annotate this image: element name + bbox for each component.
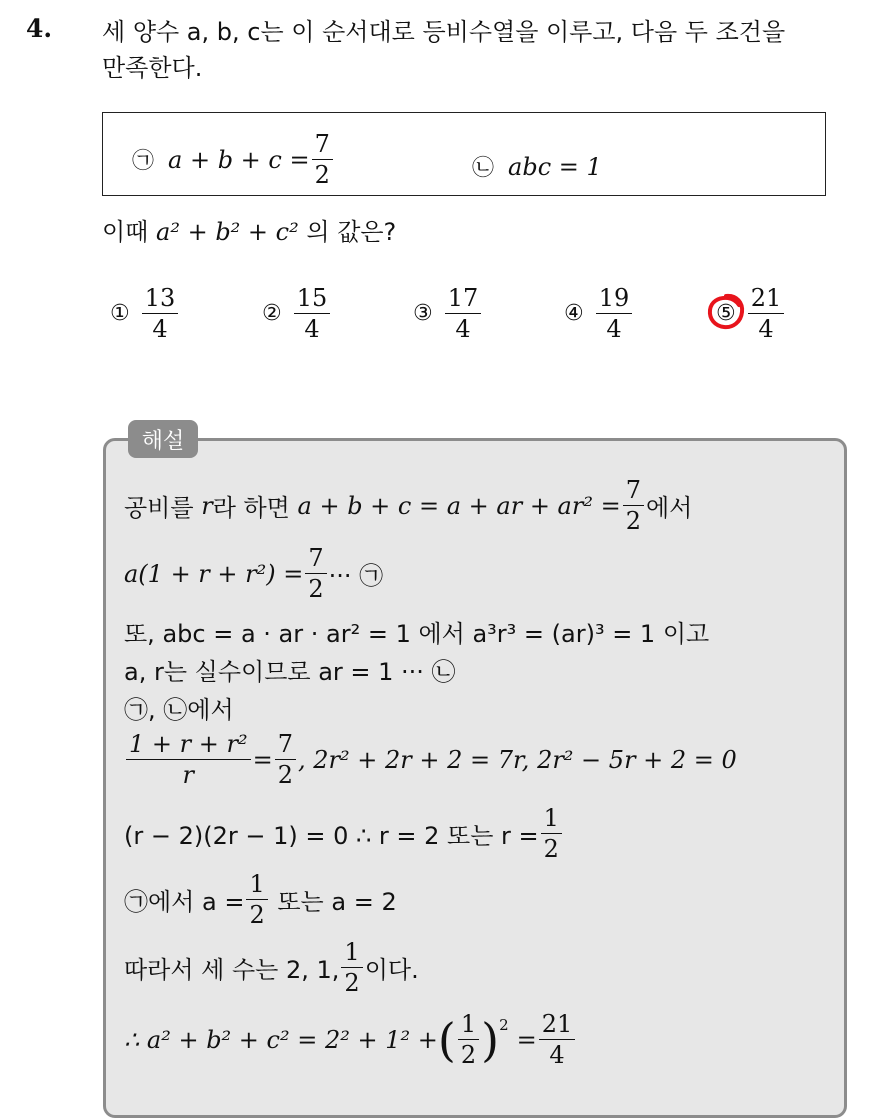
- solution-text: ㉠, ㉡에서: [124, 696, 234, 724]
- solution-text: 라 하면: [212, 494, 290, 522]
- fraction-numerator: 7: [312, 132, 333, 160]
- solution-line-5: [124, 690, 234, 725]
- solution-line-2: [124, 546, 383, 601]
- question-ask: [102, 212, 396, 247]
- close-paren: ): [481, 1012, 500, 1067]
- solution-math: ∴ a² + b² + c² = 2² + 1² +: [124, 1025, 438, 1054]
- fraction-numerator: 15: [294, 286, 331, 314]
- fraction-denominator: 2: [308, 575, 324, 603]
- fraction-numerator: 21: [748, 286, 785, 314]
- fraction-numerator: 13: [142, 286, 179, 314]
- fraction-denominator: 2: [460, 1041, 477, 1069]
- question-text-line2: 만족한다.: [102, 54, 203, 82]
- solution-fraction: [246, 872, 267, 927]
- solution-line-4: [124, 652, 456, 687]
- fraction-numerator: 17: [445, 286, 482, 314]
- fraction-numerator: 1: [458, 1012, 479, 1040]
- question-number: 4.: [26, 14, 53, 43]
- solution-fraction: [539, 1012, 576, 1067]
- choice-1-fraction: [142, 286, 179, 341]
- fraction-denominator: r: [182, 761, 195, 789]
- fraction-denominator: 2: [277, 761, 293, 789]
- fraction-numerator: 21: [539, 1012, 576, 1040]
- choice-2-fraction: [294, 286, 331, 341]
- fraction-denominator: 4: [152, 315, 168, 343]
- selected-answer-circle-icon: [704, 290, 748, 334]
- solution-math: a + b + c = a + ar + ar² =: [297, 491, 621, 520]
- solution-line-9: [124, 940, 419, 995]
- fraction-denominator: 4: [606, 315, 622, 343]
- solution-math: =: [516, 1025, 537, 1054]
- solution-line-7: [124, 806, 564, 861]
- choice-5[interactable]: [716, 286, 786, 341]
- question-text-line1: 세 양수 a, b, c는 이 순서대로 등비수열을 이루고, 다음 두 조건을: [102, 18, 786, 46]
- fraction-denominator: 4: [304, 315, 320, 343]
- choice-4-fraction: [596, 286, 633, 341]
- fraction-denominator: 2: [249, 901, 265, 929]
- fraction-numerator: 7: [623, 478, 644, 506]
- solution-math: , 2r² + 2r + 2 = 7r, 2r² − 5r + 2 = 0: [297, 745, 737, 774]
- choice-1[interactable]: [110, 286, 180, 341]
- solution-line-10: [124, 1012, 577, 1067]
- choice-5-label: [716, 301, 736, 326]
- condition-1: [132, 132, 335, 187]
- solution-text: ㉠에서 a =: [124, 888, 245, 916]
- ask-suffix: 의 값은?: [306, 218, 397, 246]
- fraction-denominator: 2: [543, 835, 559, 863]
- exponent: 2: [499, 1016, 509, 1034]
- fraction-numerator: 1: [541, 806, 562, 834]
- solution-fraction: [126, 732, 251, 787]
- open-paren: (: [437, 1012, 456, 1067]
- solution-text: 따라서 세 수는 2, 1,: [124, 956, 340, 984]
- choice-5-fraction: [748, 286, 785, 341]
- condition-1-label: ㉠: [132, 149, 155, 174]
- fraction-denominator: 4: [549, 1041, 565, 1069]
- choice-2-label: ②: [262, 301, 282, 326]
- solution-fraction: [458, 1012, 479, 1067]
- condition-2: [472, 151, 602, 182]
- ask-expr: a² + b² + c²: [156, 218, 299, 246]
- condition-1-expr: a + b + c =: [168, 145, 310, 174]
- fraction-numerator: 7: [275, 732, 296, 760]
- fraction-denominator: 2: [344, 969, 360, 997]
- choice-3[interactable]: [413, 286, 483, 341]
- fraction-denominator: 4: [758, 315, 774, 343]
- choice-4-label: ④: [564, 301, 584, 326]
- solution-fraction: [305, 546, 326, 601]
- choice-2[interactable]: [262, 286, 332, 341]
- question-text: [102, 14, 872, 86]
- solution-math: =: [252, 745, 273, 774]
- fraction-denominator: 2: [625, 507, 641, 535]
- fraction-numerator: 19: [596, 286, 633, 314]
- choice-4[interactable]: [564, 286, 634, 341]
- choice-3-fraction: [445, 286, 482, 341]
- solution-text: (r − 2)(2r − 1) = 0 ∴ r = 2 또는 r =: [124, 822, 539, 850]
- solution-line-3: [124, 614, 709, 649]
- solution-text: 에서: [645, 494, 693, 522]
- fraction-numerator: 1 + r + r²: [126, 732, 251, 760]
- condition-1-fraction: [312, 132, 333, 187]
- solution-math: r: [201, 491, 213, 520]
- fraction-numerator: 1: [341, 940, 362, 968]
- fraction-denominator: 4: [455, 315, 471, 343]
- solution-text: 또, abc = a · ar · ar² = 1 에서 a³r³ = (ar)³ = 1 이고: [124, 620, 710, 648]
- solution-line-6: [124, 732, 737, 787]
- choice-1-label: ①: [110, 301, 130, 326]
- choice-3-label: ③: [413, 301, 433, 326]
- solution-math: a(1 + r + r²) =: [124, 559, 304, 588]
- fraction-numerator: 1: [246, 872, 267, 900]
- solution-text: a, r는 실수이므로 ar = 1 ··· ㉡: [124, 658, 456, 686]
- solution-fraction: [341, 940, 362, 995]
- solution-tab: 해설: [128, 420, 198, 458]
- solution-fraction: [541, 806, 562, 861]
- solution-fraction: [275, 732, 296, 787]
- condition-2-label: ㉡: [472, 156, 495, 181]
- solution-text: ··· ㉠: [328, 562, 384, 590]
- condition-2-expr: abc = 1: [508, 152, 602, 181]
- ask-prefix: 이때: [102, 218, 149, 246]
- solution-text: 이다.: [364, 956, 419, 984]
- solution-line-1: [124, 478, 692, 533]
- solution-fraction: [623, 478, 644, 533]
- solution-text: 또는 a = 2: [277, 888, 397, 916]
- fraction-numerator: 7: [305, 546, 326, 574]
- fraction-denominator: 2: [314, 161, 330, 189]
- solution-line-8: [124, 872, 397, 927]
- choice-5-label-text: ⑤: [716, 301, 736, 326]
- solution-text: 공비를: [124, 494, 194, 522]
